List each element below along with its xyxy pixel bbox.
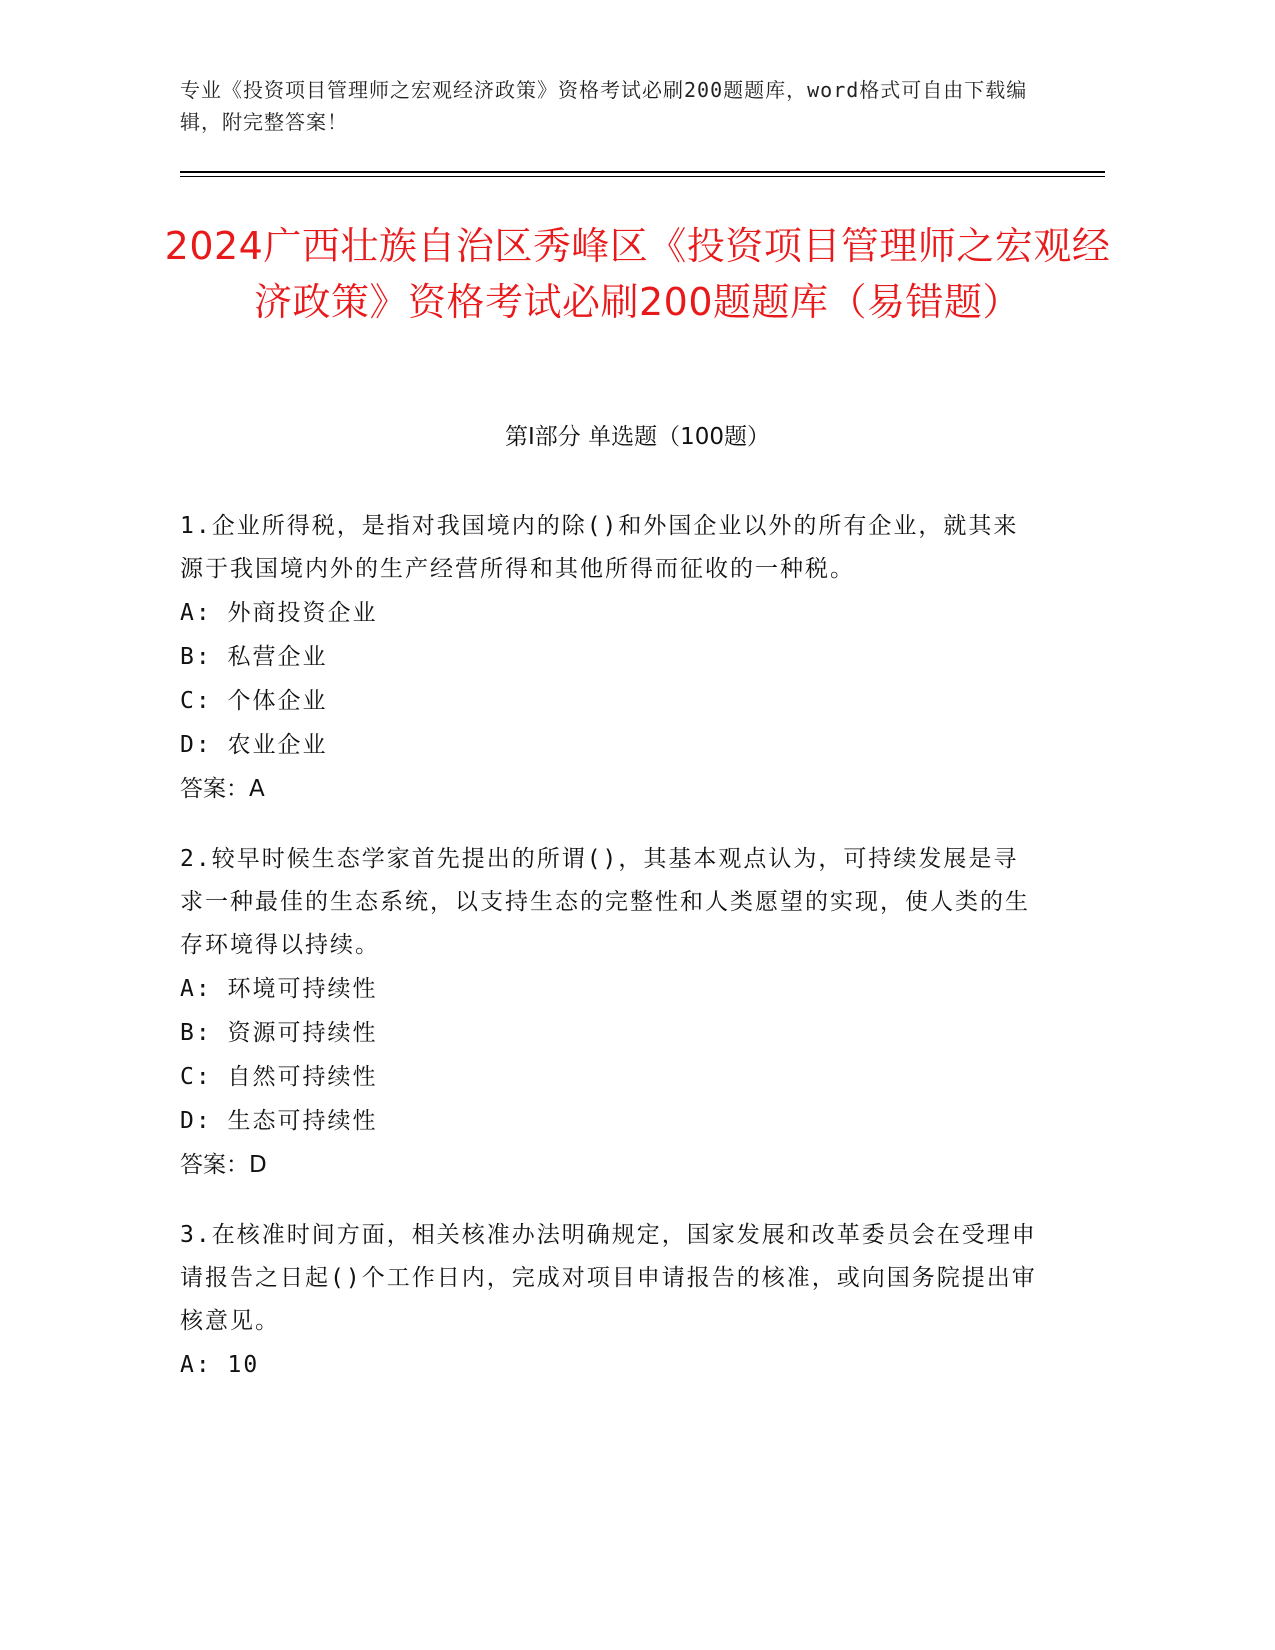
option-b: B: 资源可持续性 xyxy=(180,1020,378,1046)
option-a: A: 环境可持续性 xyxy=(180,976,378,1002)
answer: 答案：A xyxy=(180,776,265,802)
option-c: C: 个体企业 xyxy=(180,688,328,714)
header-note: 专业《投资项目管理师之宏观经济政策》资格考试必刷200题题库，word格式可自由下载编辑，附完整答案！ xyxy=(180,78,1028,134)
question-text: 1.企业所得税，是指对我国境内的除()和外国企业以外的所有企业，就其来源于我国境内外的生产经营所得和其他所得而征收的一种税。 xyxy=(180,513,1019,582)
question-3 xyxy=(180,1214,1040,1387)
header-divider xyxy=(180,171,1105,173)
option-b: B: 私营企业 xyxy=(180,644,328,670)
question-text: 3.在核准时间方面，相关核准办法明确规定，国家发展和改革委员会在受理申请报告之日起()个工作日内，完成对项目申请报告的核准，或向国务院提出审核意见。 xyxy=(180,1222,1037,1334)
question-1 xyxy=(180,505,1040,811)
question-list xyxy=(180,505,1040,1414)
answer: 答案：D xyxy=(180,1152,267,1178)
question-2 xyxy=(180,838,1040,1187)
option-d: D: 生态可持续性 xyxy=(180,1108,378,1134)
option-d: D: 农业企业 xyxy=(180,732,328,758)
question-text: 2.较早时候生态学家首先提出的所谓()，其基本观点认为，可持续发展是寻求一种最佳的生态系统，以支持生态的完整性和人类愿望的实现，使人类的生存环境得以持续。 xyxy=(180,846,1030,958)
option-a: A: 外商投资企业 xyxy=(180,600,378,626)
header-divider-thin xyxy=(180,176,1105,177)
document-title: 2024广西壮族自治区秀峰区《投资项目管理师之宏观经济政策》资格考试必刷200题题库（易错题） xyxy=(164,224,1111,324)
option-a: A: 10 xyxy=(180,1352,260,1378)
section-title: 第Ⅰ部分 单选题（100题） xyxy=(505,424,770,450)
option-c: C: 自然可持续性 xyxy=(180,1064,378,1090)
